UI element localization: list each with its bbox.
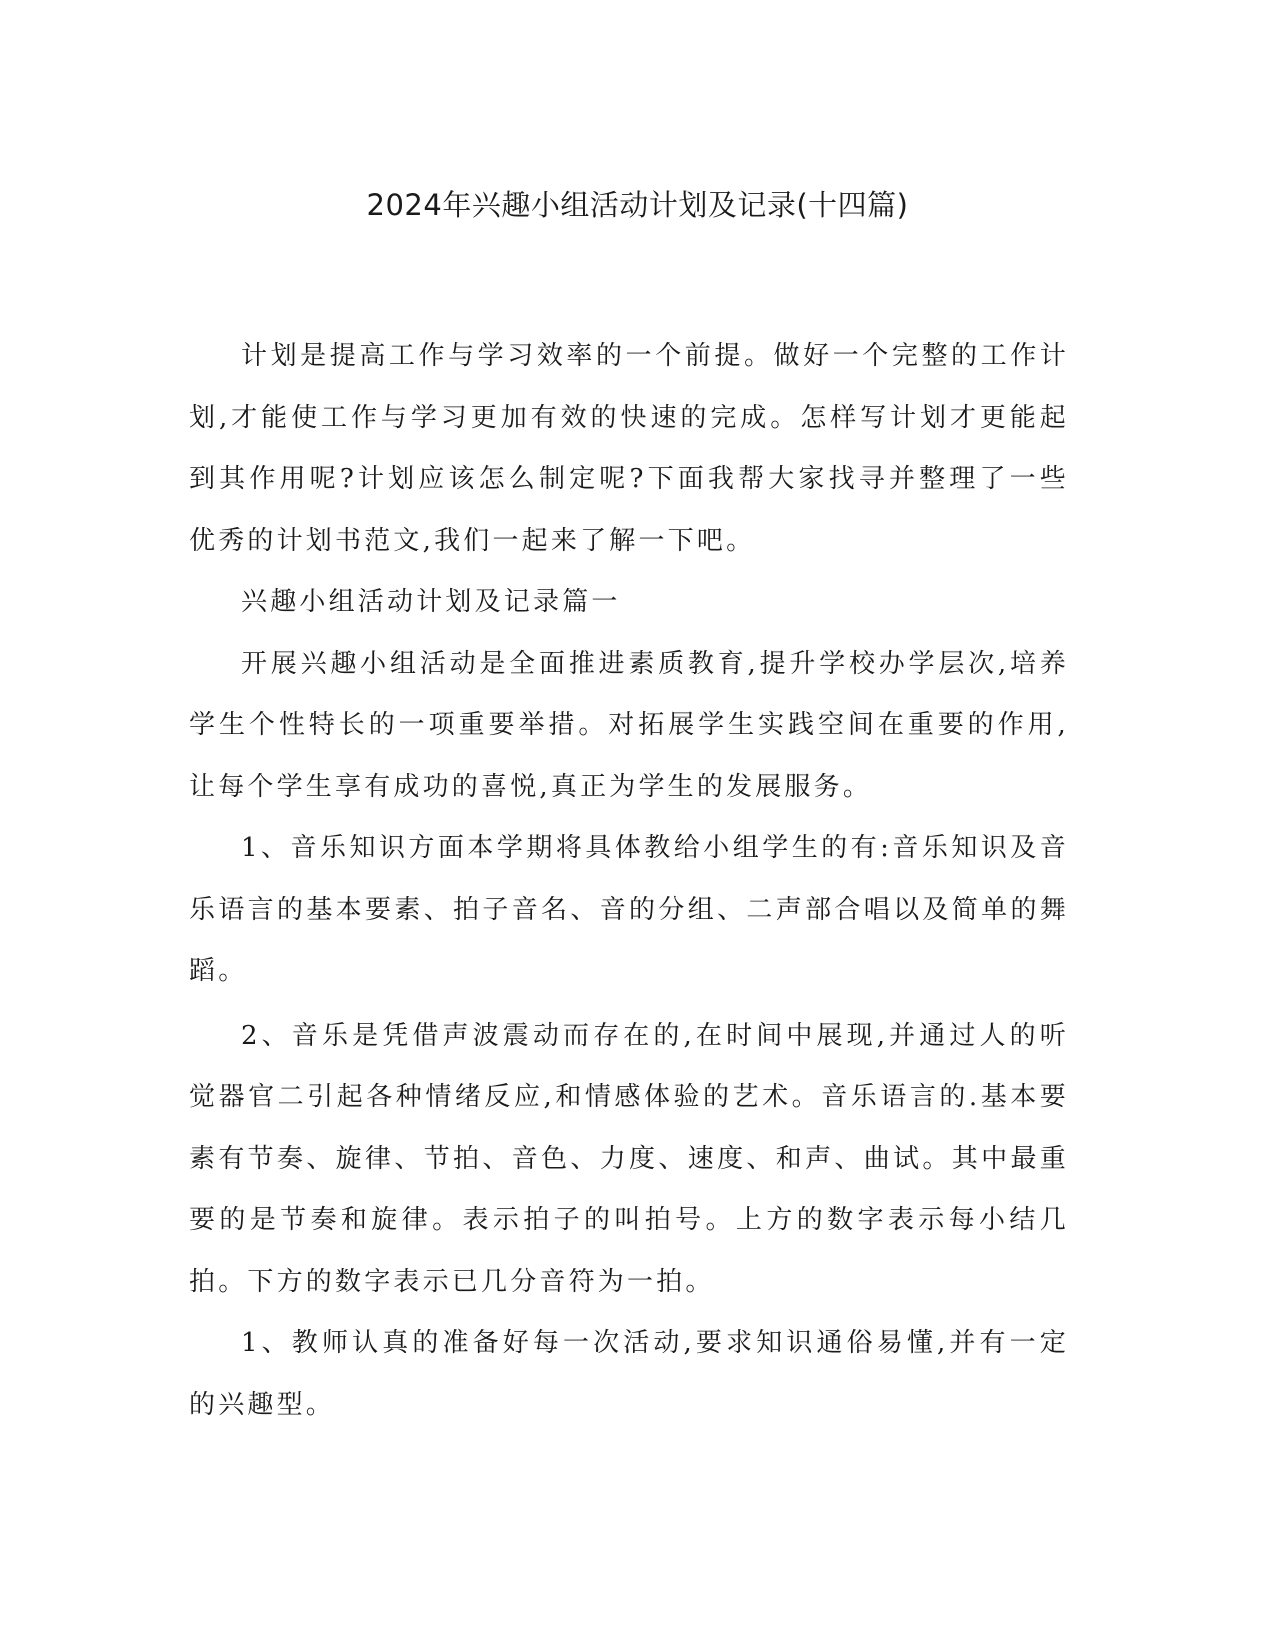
document-title: 2024年兴趣小组活动计划及记录(十四篇) [366,188,909,222]
section-heading: 兴趣小组活动计划及记录篇一 [241,587,621,617]
document-body [189,326,1069,1436]
body-paragraph: 1、教师认真的准备好每一次活动,要求知识通俗易懂,并有一定的兴趣型。 [189,1328,1069,1420]
intro-paragraph: 计划是提高工作与学习效率的一个前提。做好一个完整的工作计划,才能使工作与学习更加有效的快速的完成。怎样写计划才更能起到其作用呢?计划应该怎么制定呢?下面我帮大家找寻并整理了一些优秀的计划书范文,我们一起来了解一下吧。 [189,341,1069,556]
body-paragraph: 2、音乐是凭借声波震动而存在的,在时间中展现,并通过人的听觉器官二引起各种情绪反应,和情感体验的艺术。音乐语言的.基本要素有节奏、旋律、节拍、音色、力度、速度、和声、曲试。其中最重要的是节奏和旋律。表示拍子的叫拍号。上方的数字表示每小结几拍。下方的数字表示已几分音符为一拍。 [189,1020,1069,1297]
body-paragraph: 1、音乐知识方面本学期将具体教给小组学生的有:音乐知识及音乐语言的基本要素、拍子音名、音的分组、二声部合唱以及简单的舞蹈。 [189,833,1069,986]
body-paragraph: 开展兴趣小组活动是全面推进素质教育,提升学校办学层次,培养学生个性特长的一项重要举措。对拓展学生实践空间在重要的作用,让每个学生享有成功的喜悦,真正为学生的发展服务。 [189,648,1069,802]
